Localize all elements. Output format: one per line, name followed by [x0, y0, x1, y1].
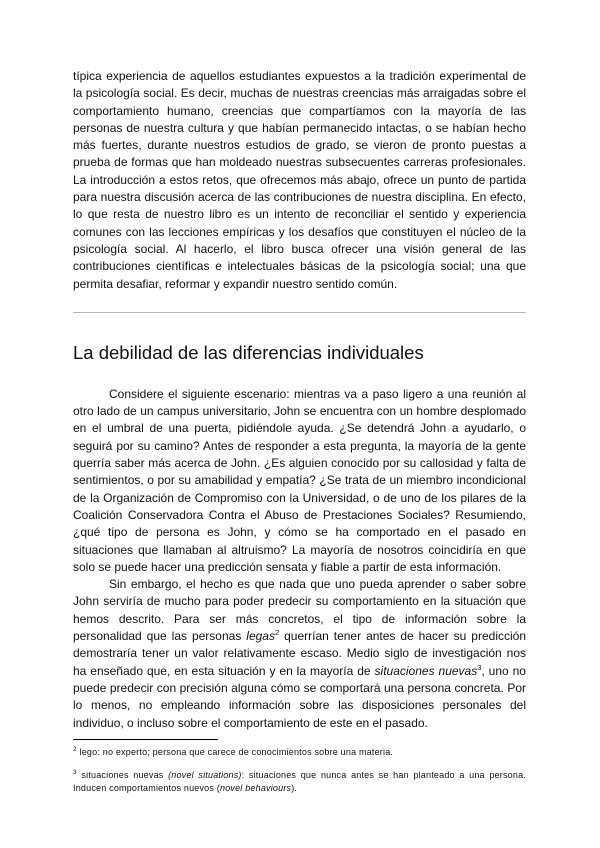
footnote-3	[73, 769, 526, 795]
term-situaciones-nuevas: situaciones nuevas	[374, 663, 478, 678]
footnote-ref-3[interactable]: 3	[477, 662, 482, 672]
footnote-2	[73, 746, 526, 759]
footnote-mark: 2	[73, 745, 77, 753]
footnote-text: lego: no experto; persona que carece de conocimientos sobre una materia.	[76, 746, 394, 757]
text-run: Sin embargo, el hecho es que nada que uno pueda aprender o saber sobre John serviría de mucho para poder predecir su comportamiento en la situación que hemos descrito. Para ser más concretos, el tipo de información sobre la personalidad que las personas	[73, 577, 526, 644]
footnote-italic: novel behaviours	[219, 782, 292, 793]
term-legas: legas	[246, 629, 275, 644]
footnote-text: : situaciones que nunca antes se han planteado a una persona. Inducen comportamientos nuevos (	[73, 769, 526, 793]
footnote-text: ).	[291, 782, 298, 793]
footnote-ref-2[interactable]: 2	[274, 628, 280, 638]
footnote-mark: 3	[73, 768, 77, 776]
footnote-text: situaciones nuevas	[76, 769, 169, 780]
section-body	[73, 386, 526, 732]
document-page	[73, 68, 526, 795]
text-run: , uno no puede predecir con precisión alguna cómo se comportará una persona concreta. Por lo menos, no empleando información sobre las disposiciones personales del individuo, o incluso sobre el comportamiento de este en el pasado.	[73, 663, 526, 730]
text-run: querrían tener antes de hacer su predicción demostraría tener un valor relativamente escaso. Medio siglo de investigación nos ha enseñado que, en esta situación y en la mayoría de	[73, 629, 526, 678]
footnote-separator	[73, 739, 218, 740]
section-title: La debilidad de las diferencias individuales	[73, 341, 424, 363]
prediction-paragraph	[73, 576, 526, 732]
footnote-italic: (novel situations)	[168, 769, 242, 780]
section-divider	[73, 312, 526, 313]
scenario-paragraph: Considere el siguiente escenario: mientras va a paso ligero a una reunión al otro lado de un campus universitario, John se encuentra con un hombre desplomado en el umbral de una puerta, pidiéndole ayuda. ¿Se detendrá John a ayudarlo, o seguirá por su camino? Antes de responder a esta pregunta, la mayoría de la gente querría saber más acerca de John. ¿Es alguien conocido por su callosidad y falta de sentimientos, o por su amabilidad y empatía? ¿Se trata de un miembro incondicional de la Organización de Compromiso con la Universidad, o de uno de los pilares de la Coalición Conservadora Contra el Abuso de Prestaciones Sociales? Resumiendo, ¿qué tipo de persona es John, y cómo se ha comportado en el pasado en situaciones que llamaban al altruismo? La mayoría de nosotros coincidiría en que solo se puede hacer una predicción sensata y fiable a partir de esta información.	[73, 386, 526, 574]
intro-paragraph: típica experiencia de aquellos estudiantes expuestos a la tradición experimental de la psicología social. Es decir, muchas de nuestras creencias más arraigadas sobre el comportamiento humano, creencias que compartíamos con la mayoría de las personas de nuestra cultura y que habían permanecido intactas, o se habían hecho más fuertes, durante nuestros estudios de grado, se vieron de pronto puestas a prueba de formas que han moldeado nuestras subsecuentes carreras profesionales. La introducción a estos retos, que ofrecemos más abajo, ofrece un punto de partida para nuestra discusión acerca de las contribuciones de nuestra disciplina. En efecto, lo que resta de nuestro libro es un intento de reconciliar el sentido y experiencia comunes con las lecciones empíricas y los desafíos que constituyen el núcleo de la psicología social. Al hacerlo, el libro busca ofrecer una visión general de las contribuciones científicas e intelectuales básicas de la psicología social; una que permita desafiar, reformar y expandir nuestro sentido común.	[73, 69, 526, 291]
